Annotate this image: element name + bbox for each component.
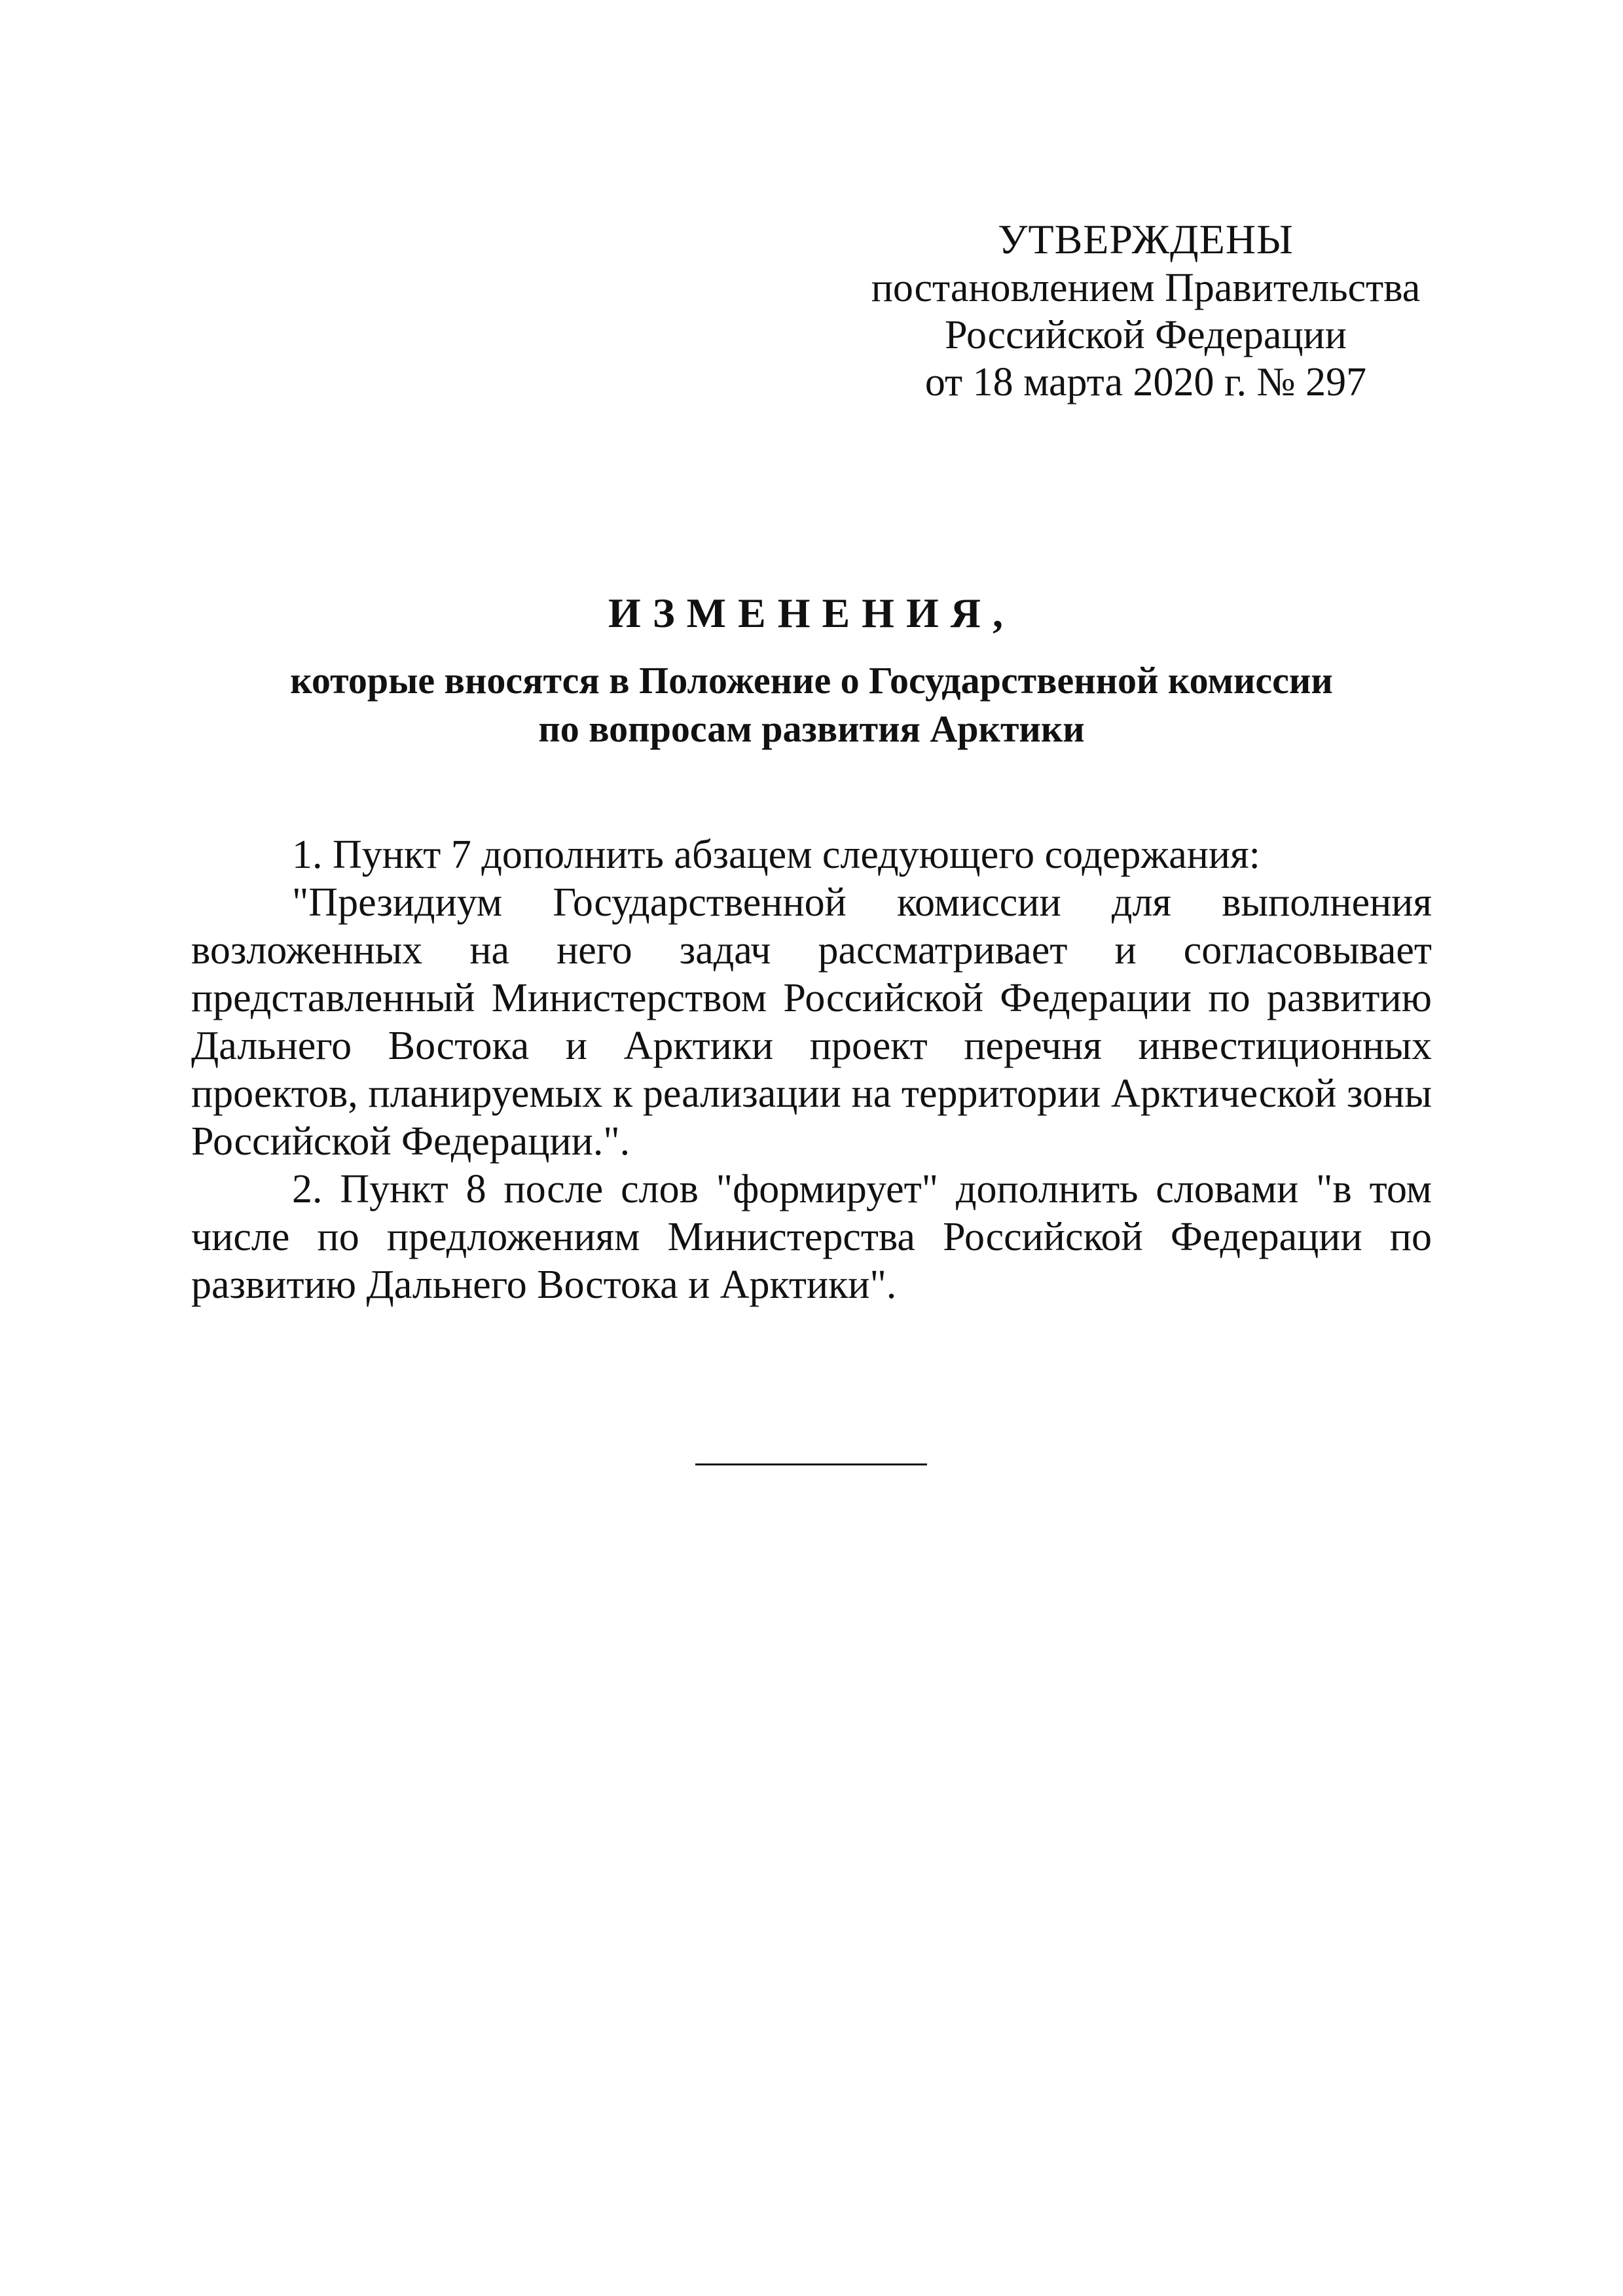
document-subtitle [191,656,1432,753]
document-title: ИЗМЕНЕНИЯ, [608,590,1015,636]
approval-title: УТВЕРЖДЕНЫ [998,216,1294,262]
approval-line-3: от 18 марта 2020 г. № 297 [924,360,1367,404]
subtitle-line-2: по вопросам развития Арктики [538,708,1085,750]
approval-line-1: постановлением Правительства [871,266,1421,310]
paragraph-1: 1. Пункт 7 дополнить абзацем следующего содержания: [292,833,1260,877]
paragraph-3: 2. Пункт 8 после слов "формирует" дополнить словами "в том числе по предложениям Министерства Российской Федерации по развитию Дальнего Востока и Арктики". [191,1167,1432,1307]
approval-block [851,216,1440,406]
subtitle-line-1: которые вносятся в Положение о Государственной комиссии [290,659,1333,702]
closing-divider [695,1463,927,1465]
paragraph-2: "Президиум Государственной комиссии для выполнения возложенных на него задач рассматривает и согласовывает представленный Министерством Российской Федерации по развитию Дальнего Востока и Арктики проект перечня инвестиционных проектов, планируемых к реализации на территории Арктической зоны Российской Федерации.". [191,880,1432,1164]
approval-line-2: Российской Федерации [945,313,1347,357]
document-body [191,831,1432,1309]
